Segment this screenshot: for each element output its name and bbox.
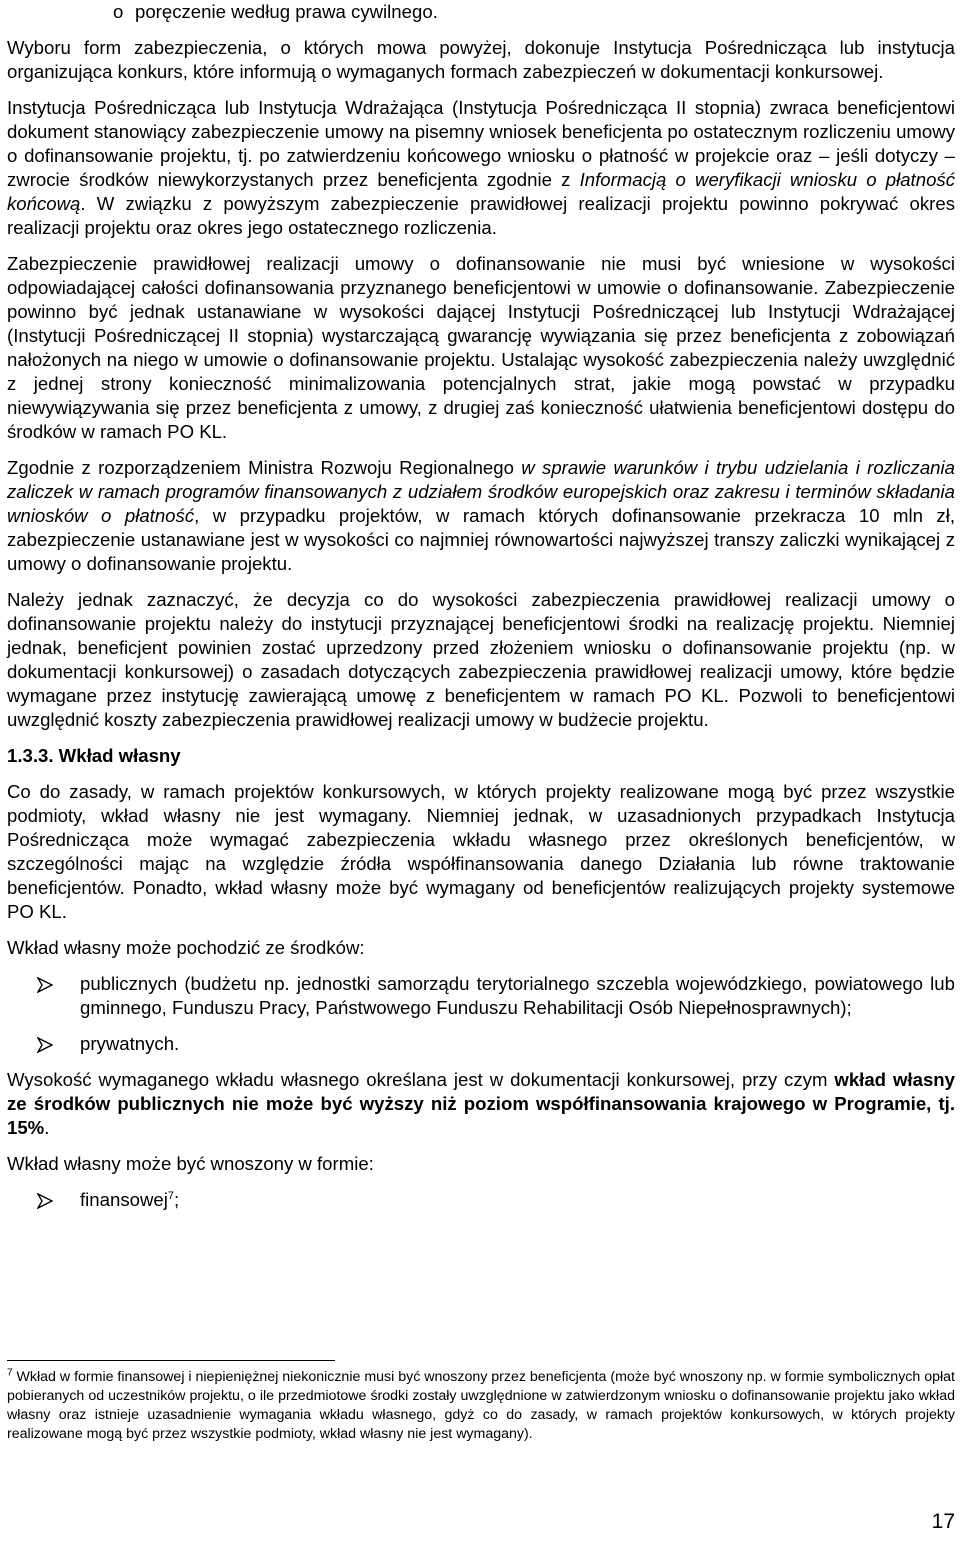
paragraph-sources-intro: Wkład własny może pochodzić ze środków: bbox=[7, 937, 365, 958]
list-item-financial bbox=[7, 1188, 955, 1212]
footnote-text: Wkład w formie finansowej i niepieniężnej niekonicznie musi być wnoszony przez beneficjenta (może być wnoszony np. w formie symbolicznych opłat pobieranych od uczestników projektu, o ile przedmiotowe środki zostały uwzględnione w zatwierdzonym wniosku o dofinansowanie projektu jako wkład własny oraz istnieje uzasadnienie wymagania wkładu własnego, gdyż co do zasady, w ramach projektów konkursowych, w których projekty realizowane mogą być przez wszystkie podmioty, wkład własny nie jest wymagany). bbox=[7, 1369, 955, 1442]
paragraph-security-amount: Zabezpieczenie prawidłowej realizacji umowy o dofinansowanie nie musi być wniesione w wysokości odpowiadającej całości dofinansowania przyznanego beneficjentowi w umowie o dofinansowanie. Zabezpieczenie powinno być jednak ustanawiane w wysokości dającej Instytucji Pośredniczącej lub Instytucji Wdrażającej (Instytucji Pośredniczącej II stopnia) wystarczającą gwarancję wywiązania się przez beneficjenta z zobowiązań nałożonych na niego w umowie o dofinansowanie projektu. Ustalając wysokość zabezpieczenia należy uwzględnić z jednej strony konieczność minimalizowania potencjalnych strat, jakie mogą powstać w przypadku niewywiązywania się przez beneficjenta z umowy, z drugiej zaś konieczność ułatwienia beneficjentowi dostępu do środków w ramach PO KL. bbox=[7, 253, 955, 442]
bold-run: wkład własny ze środków publicznych nie może być wyższy niż poziom współfinansowania krajowego w Programie, tj. 15% bbox=[7, 1069, 955, 1138]
italic-run: Informacją o weryfikacji wniosku o płatność końcową bbox=[7, 169, 956, 214]
list-item-text: publicznych (budżetu np. jednostki samorządu terytorialnego szczebla wojewódzkiego, powiatowego lub gminnego, Funduszu Pracy, Państwowego Funduszu Rehabilitacji Osób Niepełnosprawnych); bbox=[80, 973, 955, 1018]
paragraph-document-return bbox=[7, 96, 955, 240]
text-run: , w przypadku projektów, w ramach których dofinansowanie przekracza 10 mln zł, zabezpieczenie ustanawiane jest w wysokości co najmniej równowartości najwyższej transzy zaliczki wynikającej z umowy o dofinansowanie projektu. bbox=[7, 505, 955, 574]
list-item-public bbox=[7, 972, 955, 1020]
text-run: Wysokość wymaganego wkładu własnego określana jest w dokumentacji konkursowej, przy czym bbox=[7, 1069, 835, 1090]
page-number: 17 bbox=[931, 1510, 955, 1533]
footnote-number: 7 bbox=[7, 1367, 13, 1379]
arrow-bullet-icon bbox=[37, 1193, 53, 1209]
text-run: ; bbox=[173, 1189, 180, 1210]
italic-run: w sprawie warunków i trybu udzielania i rozliczania zaliczek w ramach programów finansowanych z udziałem środków europejskich oraz zakresu i terminów składania wniosków o płatność bbox=[7, 457, 956, 526]
paragraph-regulation bbox=[7, 456, 955, 576]
text-run: Instytucja Pośrednicząca lub Instytucja Wdrażająca (Instytucja Pośrednicząca II stopnia) zwraca beneficjentowi dokument stanowiący zabezpieczenie umowy na pisemny wniosek beneficjenta po ostatecznym rozliczeniu umowy o dofinansowanie projektu, tj. po zatwierdzeniu końcowego wniosku o płatność w projekcie oraz – jeśli dotyczy – zwrocie środków niewykorzystanych przez beneficjenta zgodnie z bbox=[7, 97, 955, 190]
guarantee-list-item bbox=[7, 0, 955, 24]
text-run: Zgodnie z rozporządzeniem Ministra Rozwoju Regionalnego bbox=[7, 457, 522, 478]
list-marker: o bbox=[113, 1, 124, 22]
list-item-text bbox=[80, 1188, 955, 1212]
paragraph-own-contribution: Co do zasady, w ramach projektów konkursowych, w których projekty realizowane mogą być przez wszystkie podmioty, wkład własny nie jest wymagany. Niemniej jednak, w uzasadnionych przypadkach Instytucja Pośrednicząca może wymagać zabezpieczenia wkładu własnego przez określonych beneficjentów, w szczególności mając na względzie źródła współfinansowania danego Działania lub równe traktowanie beneficjentów. Ponadto, wkład własny może być wymagany od beneficjentów realizujących projekty systemowe PO KL. bbox=[7, 781, 955, 922]
text-run: . bbox=[44, 1117, 50, 1138]
list-item-text: prywatnych. bbox=[80, 1033, 180, 1054]
document-page bbox=[7, 0, 955, 1212]
footnote-reference[interactable]: 7 bbox=[167, 1189, 174, 1202]
arrow-bullet-icon bbox=[37, 977, 53, 993]
text-run: . W związku z powyższym zabezpieczenie prawidłowej realizacji projektu powinno pokrywać okres realizacji projektu oraz okres jego ostatecznego rozliczenia. bbox=[7, 193, 955, 238]
paragraph-contribution-level bbox=[7, 1068, 955, 1140]
section-heading: 1.3.3. Wkład własny bbox=[7, 745, 181, 766]
footnote-separator bbox=[7, 1360, 335, 1361]
arrow-bullet-icon bbox=[37, 1037, 53, 1053]
text-run: finansowej bbox=[80, 1189, 168, 1210]
list-item-private bbox=[7, 1032, 955, 1056]
paragraph-decision-note: Należy jednak zaznaczyć, że decyzja co do wysokości zabezpieczenia prawidłowej realizacji umowy o dofinansowanie projektu należy do instytucji przyznającej beneficjentowi środki na realizację projektu. Niemniej jednak, beneficjent powinien zostać uprzedzony przed złożeniem wniosku o dofinansowanie projektu (np. w dokumentacji konkursowej) o zasadach dotyczących zabezpieczenia prawidłowej realizacji umowy, które będzie wymagane przez instytucję zawierającą umowę z beneficjentem w ramach PO KL. Pozwoli to beneficjentowi uwzględnić koszty zabezpieczenia prawidłowej realizacji umowy w budżecie projektu. bbox=[7, 589, 955, 730]
paragraph-form-selection: Wyboru form zabezpieczenia, o których mowa powyżej, dokonuje Instytucja Pośrednicząca lub instytucja organizująca konkurs, które informują o wymaganych formach zabezpieczeń w dokumentacji konkursowej. bbox=[7, 37, 955, 82]
list-item-text: poręczenie według prawa cywilnego. bbox=[135, 1, 438, 22]
paragraph-forms-intro: Wkład własny może być wnoszony w formie: bbox=[7, 1153, 374, 1174]
footnote bbox=[7, 1368, 955, 1444]
